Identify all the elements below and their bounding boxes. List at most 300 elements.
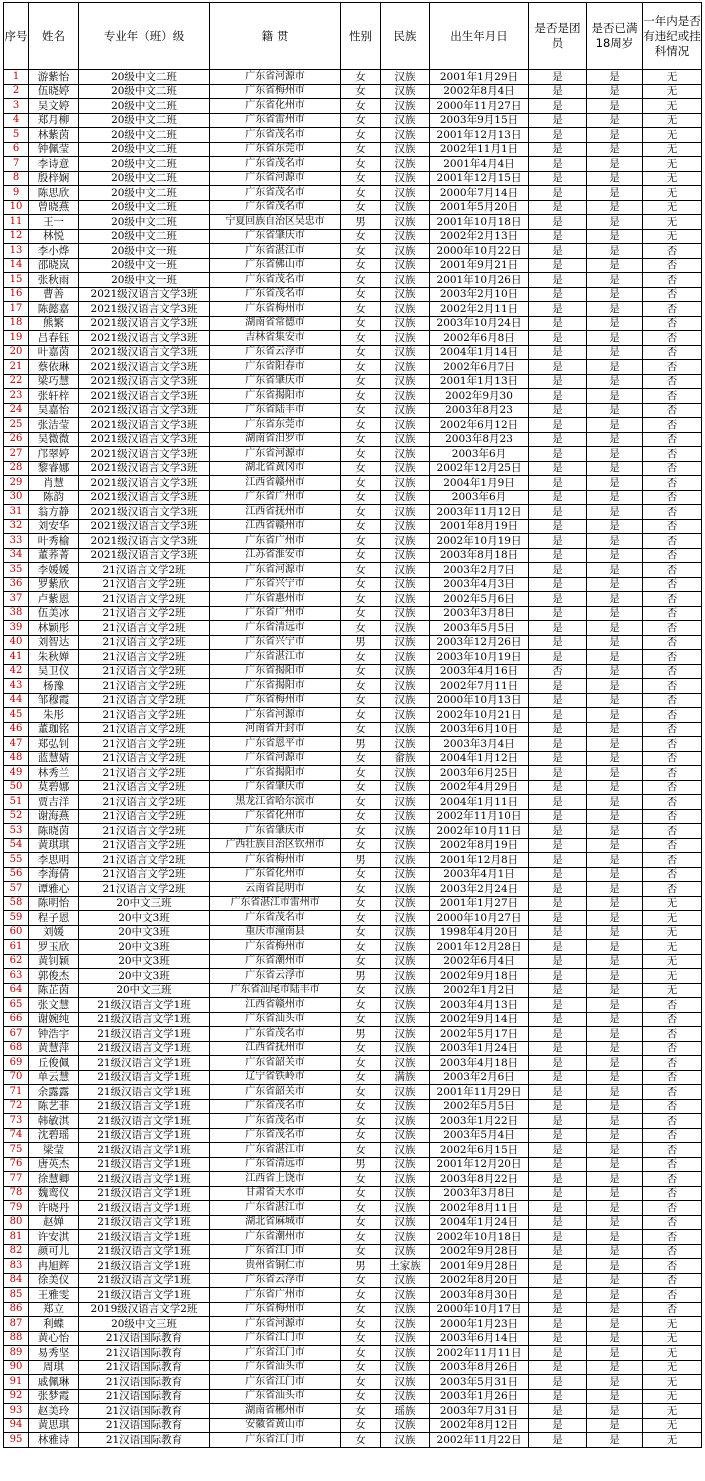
cell-birthdate: 2004年1月11日 <box>430 795 529 810</box>
cell-name: 杨豫 <box>29 679 79 694</box>
cell-class: 2021级汉语言文学3班 <box>79 345 210 360</box>
cell-league-member: 是 <box>529 1331 587 1346</box>
cell-class: 21级汉语言文学1班 <box>79 1070 210 1085</box>
cell-ethnicity: 汉族 <box>381 1172 430 1187</box>
cell-league-member: 是 <box>529 708 587 723</box>
cell-adult: 是 <box>587 621 643 636</box>
cell-ethnicity: 汉族 <box>381 1288 430 1303</box>
cell-hometown: 广东省广州市 <box>210 534 341 549</box>
table-row <box>4 244 702 259</box>
table-row <box>4 302 702 317</box>
cell-gender: 女 <box>341 505 381 520</box>
cell-hometown: 广东省湛江市 <box>210 1143 341 1158</box>
cell-adult: 是 <box>587 1201 643 1216</box>
cell-index: 93 <box>4 1404 29 1419</box>
student-roster-table <box>3 2 702 1448</box>
cell-class: 21汉语言文学2班 <box>79 621 210 636</box>
cell-gender: 女 <box>341 113 381 128</box>
cell-name: 李海倩 <box>29 867 79 882</box>
cell-ethnicity: 满族 <box>381 1070 430 1085</box>
cell-index: 66 <box>4 1012 29 1027</box>
cell-adult: 是 <box>587 389 643 404</box>
cell-index: 5 <box>4 128 29 143</box>
cell-class: 2021级汉语言文学3班 <box>79 548 210 563</box>
cell-hometown: 广东省清远市 <box>210 621 341 636</box>
cell-gender: 女 <box>341 432 381 447</box>
cell-hometown: 广东省河源市 <box>210 171 341 186</box>
cell-index: 81 <box>4 1230 29 1245</box>
table-row <box>4 374 702 389</box>
cell-class: 21汉语国际教育 <box>79 1346 210 1361</box>
cell-index: 86 <box>4 1302 29 1317</box>
cell-league-member: 是 <box>529 215 587 230</box>
cell-ethnicity: 汉族 <box>381 679 430 694</box>
table-row <box>4 331 702 346</box>
cell-name: 戚佩琳 <box>29 1375 79 1390</box>
cell-adult: 是 <box>587 998 643 1013</box>
cell-ethnicity: 汉族 <box>381 534 430 549</box>
cell-violations: 无 <box>643 1418 702 1433</box>
cell-class: 2021级汉语言文学3班 <box>79 287 210 302</box>
cell-league-member: 是 <box>529 635 587 650</box>
cell-adult: 是 <box>587 1259 643 1274</box>
cell-gender: 女 <box>341 1331 381 1346</box>
cell-gender: 女 <box>341 722 381 737</box>
cell-hometown: 广东省广州市 <box>210 490 341 505</box>
cell-name: 刘安华 <box>29 519 79 534</box>
cell-name: 蔡依琳 <box>29 360 79 375</box>
cell-ethnicity: 汉族 <box>381 1215 430 1230</box>
table-row <box>4 969 702 984</box>
cell-gender: 女 <box>341 1012 381 1027</box>
cell-index: 6 <box>4 142 29 157</box>
table-row <box>4 824 702 839</box>
cell-adult: 是 <box>587 345 643 360</box>
cell-birthdate: 2001年10月26日 <box>430 273 529 288</box>
cell-ethnicity: 汉族 <box>381 229 430 244</box>
cell-name: 程子恩 <box>29 911 79 926</box>
cell-name: 陈明怡 <box>29 896 79 911</box>
cell-class: 21汉语言文学2班 <box>79 679 210 694</box>
cell-name: 张洁莹 <box>29 418 79 433</box>
cell-gender: 女 <box>341 954 381 969</box>
cell-class: 21汉语言文学2班 <box>79 838 210 853</box>
cell-violations: 无 <box>643 1433 702 1448</box>
cell-class: 21汉语言文学2班 <box>79 824 210 839</box>
cell-violations: 否 <box>643 432 702 447</box>
cell-birthdate: 2001年12月13日 <box>430 128 529 143</box>
cell-adult: 是 <box>587 171 643 186</box>
cell-gender: 女 <box>341 1244 381 1259</box>
cell-name: 朱秋婵 <box>29 650 79 665</box>
cell-violations: 无 <box>643 1360 702 1375</box>
cell-league-member: 是 <box>529 374 587 389</box>
table-row <box>4 563 702 578</box>
cell-gender: 女 <box>341 534 381 549</box>
cell-adult: 是 <box>587 1027 643 1042</box>
cell-hometown: 广东省梅州市 <box>210 693 341 708</box>
cell-violations: 否 <box>643 737 702 752</box>
cell-adult: 是 <box>587 229 643 244</box>
cell-name: 邹穆霞 <box>29 693 79 708</box>
cell-league-member: 是 <box>529 911 587 926</box>
cell-violations: 否 <box>643 1085 702 1100</box>
cell-class: 20级中文二班 <box>79 171 210 186</box>
table-row <box>4 925 702 940</box>
cell-violations: 无 <box>643 954 702 969</box>
cell-birthdate: 2003年6月14日 <box>430 1331 529 1346</box>
cell-ethnicity: 汉族 <box>381 708 430 723</box>
table-row <box>4 476 702 491</box>
cell-adult: 是 <box>587 795 643 810</box>
cell-class: 20级中文一班 <box>79 258 210 273</box>
cell-violations: 否 <box>643 1157 702 1172</box>
cell-index: 9 <box>4 186 29 201</box>
cell-violations: 否 <box>643 1027 702 1042</box>
cell-hometown: 广东省潮州市 <box>210 1230 341 1245</box>
cell-index: 19 <box>4 331 29 346</box>
cell-ethnicity: 汉族 <box>381 113 430 128</box>
cell-index: 10 <box>4 200 29 215</box>
cell-ethnicity: 汉族 <box>381 592 430 607</box>
cell-gender: 女 <box>341 1418 381 1433</box>
cell-gender: 女 <box>341 490 381 505</box>
cell-violations: 否 <box>643 1172 702 1187</box>
cell-birthdate: 2003年4月16日 <box>430 664 529 679</box>
cell-gender: 女 <box>341 795 381 810</box>
cell-violations: 否 <box>643 592 702 607</box>
cell-name: 李诗意 <box>29 157 79 172</box>
cell-adult: 是 <box>587 1012 643 1027</box>
cell-birthdate: 2003年2月24日 <box>430 882 529 897</box>
cell-violations: 否 <box>643 331 702 346</box>
cell-ethnicity: 汉族 <box>381 664 430 679</box>
cell-gender: 女 <box>341 1143 381 1158</box>
cell-birthdate: 2002年6月15日 <box>430 1143 529 1158</box>
cell-birthdate: 2002年7月11日 <box>430 679 529 694</box>
cell-hometown: 广东省肇庆市 <box>210 229 341 244</box>
cell-gender: 女 <box>341 867 381 882</box>
cell-adult: 是 <box>587 911 643 926</box>
cell-gender: 男 <box>341 215 381 230</box>
cell-birthdate: 2002年5月17日 <box>430 1027 529 1042</box>
cell-index: 15 <box>4 273 29 288</box>
cell-league-member: 是 <box>529 766 587 781</box>
cell-class: 21汉语国际教育 <box>79 1433 210 1448</box>
cell-adult: 是 <box>587 679 643 694</box>
cell-gender: 女 <box>341 1302 381 1317</box>
cell-name: 王雅雯 <box>29 1288 79 1303</box>
cell-adult: 是 <box>587 1070 643 1085</box>
cell-league-member: 是 <box>529 983 587 998</box>
cell-index: 23 <box>4 389 29 404</box>
cell-class: 21级汉语言文学1班 <box>79 1259 210 1274</box>
cell-birthdate: 2002年8月11日 <box>430 1201 529 1216</box>
cell-adult: 是 <box>587 650 643 665</box>
cell-hometown: 广东省茂名市 <box>210 157 341 172</box>
cell-index: 94 <box>4 1418 29 1433</box>
table-row <box>4 200 702 215</box>
cell-class: 21级汉语言文学1班 <box>79 1172 210 1187</box>
cell-adult: 是 <box>587 1041 643 1056</box>
cell-hometown: 宁夏回族自治区吴忠市 <box>210 215 341 230</box>
cell-index: 55 <box>4 853 29 868</box>
cell-index: 67 <box>4 1027 29 1042</box>
cell-adult: 是 <box>587 766 643 781</box>
cell-birthdate: 2003年1月26日 <box>430 1389 529 1404</box>
cell-birthdate: 2003年4月18日 <box>430 1056 529 1071</box>
cell-name: 董珈铭 <box>29 722 79 737</box>
cell-league-member: 是 <box>529 838 587 853</box>
cell-adult: 是 <box>587 722 643 737</box>
cell-class: 2021级汉语言文学3班 <box>79 403 210 418</box>
cell-ethnicity: 汉族 <box>381 1128 430 1143</box>
cell-class: 20中文三班 <box>79 983 210 998</box>
cell-name: 梁莹 <box>29 1143 79 1158</box>
cell-class: 21汉语言文学2班 <box>79 795 210 810</box>
cell-league-member: 是 <box>529 316 587 331</box>
cell-hometown: 江西省赣州市 <box>210 476 341 491</box>
cell-index: 30 <box>4 490 29 505</box>
cell-birthdate: 2002年10月19日 <box>430 534 529 549</box>
cell-adult: 是 <box>587 1433 643 1448</box>
cell-class: 21汉语言文学2班 <box>79 809 210 824</box>
cell-adult: 是 <box>587 925 643 940</box>
cell-class: 20级中文二班 <box>79 113 210 128</box>
cell-name: 陈韵 <box>29 490 79 505</box>
cell-gender: 女 <box>341 592 381 607</box>
cell-hometown: 重庆市潼南县 <box>210 925 341 940</box>
cell-adult: 是 <box>587 780 643 795</box>
cell-name: 曹善 <box>29 287 79 302</box>
table-row <box>4 1244 702 1259</box>
cell-name: 熊繁 <box>29 316 79 331</box>
col-header-violations: 一年内是否有违纪或挂科情况 <box>643 3 702 70</box>
cell-adult: 是 <box>587 244 643 259</box>
cell-violations: 否 <box>643 461 702 476</box>
cell-league-member: 是 <box>529 722 587 737</box>
cell-ethnicity: 汉族 <box>381 331 430 346</box>
cell-birthdate: 2002年11月11日 <box>430 1346 529 1361</box>
cell-violations: 无 <box>643 186 702 201</box>
cell-hometown: 江西省上饶市 <box>210 1172 341 1187</box>
table-row <box>4 911 702 926</box>
cell-name: 肖慧 <box>29 476 79 491</box>
col-header-gender: 性别 <box>341 3 381 70</box>
cell-ethnicity: 汉族 <box>381 128 430 143</box>
cell-ethnicity: 汉族 <box>381 157 430 172</box>
cell-league-member: 是 <box>529 476 587 491</box>
cell-league-member: 是 <box>529 1012 587 1027</box>
cell-violations: 否 <box>643 679 702 694</box>
cell-adult: 是 <box>587 896 643 911</box>
cell-birthdate: 2001年12月15日 <box>430 171 529 186</box>
cell-index: 72 <box>4 1099 29 1114</box>
table-row <box>4 1215 702 1230</box>
cell-ethnicity: 汉族 <box>381 911 430 926</box>
cell-league-member: 是 <box>529 954 587 969</box>
table-row <box>4 998 702 1013</box>
cell-adult: 是 <box>587 1143 643 1158</box>
cell-violations: 否 <box>643 374 702 389</box>
cell-birthdate: 2002年6月8日 <box>430 331 529 346</box>
cell-name: 许晓丹 <box>29 1201 79 1216</box>
cell-league-member: 是 <box>529 1404 587 1419</box>
cell-gender: 女 <box>341 751 381 766</box>
table-row <box>4 679 702 694</box>
cell-ethnicity: 汉族 <box>381 954 430 969</box>
cell-class: 21汉语言文学2班 <box>79 882 210 897</box>
cell-class: 21级汉语言文学1班 <box>79 1041 210 1056</box>
cell-ethnicity: 汉族 <box>381 287 430 302</box>
cell-violations: 否 <box>643 664 702 679</box>
cell-birthdate: 2000年11月27日 <box>430 99 529 114</box>
cell-name: 黄思琪 <box>29 1418 79 1433</box>
cell-violations: 无 <box>643 1389 702 1404</box>
table-row <box>4 389 702 404</box>
cell-gender: 女 <box>341 650 381 665</box>
cell-hometown: 吉林省集安市 <box>210 331 341 346</box>
cell-class: 20中文3班 <box>79 911 210 926</box>
cell-class: 21级汉语言文学1班 <box>79 998 210 1013</box>
cell-gender: 女 <box>341 447 381 462</box>
cell-class: 21级汉语言文学1班 <box>79 1273 210 1288</box>
cell-league-member: 是 <box>529 882 587 897</box>
cell-hometown: 广东省河源市 <box>210 751 341 766</box>
cell-adult: 是 <box>587 287 643 302</box>
cell-adult: 是 <box>587 635 643 650</box>
cell-ethnicity: 汉族 <box>381 940 430 955</box>
cell-ethnicity: 汉族 <box>381 824 430 839</box>
cell-gender: 女 <box>341 287 381 302</box>
cell-violations: 无 <box>643 925 702 940</box>
cell-name: 邝翠婷 <box>29 447 79 462</box>
cell-violations: 否 <box>643 766 702 781</box>
cell-birthdate: 2002年6月12日 <box>430 418 529 433</box>
cell-hometown: 广东省江门市 <box>210 1433 341 1448</box>
cell-league-member: 是 <box>529 200 587 215</box>
cell-birthdate: 2003年4月1日 <box>430 867 529 882</box>
table-row <box>4 1404 702 1419</box>
cell-birthdate: 2002年2月11日 <box>430 302 529 317</box>
cell-violations: 否 <box>643 853 702 868</box>
cell-hometown: 广东省揭阳市 <box>210 766 341 781</box>
cell-index: 37 <box>4 592 29 607</box>
table-row <box>4 592 702 607</box>
cell-birthdate: 2002年11月10日 <box>430 809 529 824</box>
cell-adult: 是 <box>587 432 643 447</box>
table-row <box>4 128 702 143</box>
cell-index: 47 <box>4 737 29 752</box>
cell-index: 45 <box>4 708 29 723</box>
cell-birthdate: 2002年8月19日 <box>430 838 529 853</box>
cell-ethnicity: 汉族 <box>381 1041 430 1056</box>
cell-name: 张梦霞 <box>29 1389 79 1404</box>
table-row <box>4 1302 702 1317</box>
cell-gender: 女 <box>341 128 381 143</box>
cell-ethnicity: 汉族 <box>381 606 430 621</box>
cell-gender: 女 <box>341 244 381 259</box>
table-row <box>4 954 702 969</box>
table-row <box>4 1186 702 1201</box>
cell-adult: 是 <box>587 548 643 563</box>
cell-league-member: 是 <box>529 229 587 244</box>
cell-league-member: 是 <box>529 389 587 404</box>
cell-hometown: 广东省东莞市 <box>210 418 341 433</box>
cell-gender: 女 <box>341 1230 381 1245</box>
table-row <box>4 1273 702 1288</box>
cell-gender: 女 <box>341 1085 381 1100</box>
cell-gender: 女 <box>341 708 381 723</box>
cell-class: 21级汉语言文学1班 <box>79 1244 210 1259</box>
cell-hometown: 广东省河源市 <box>210 708 341 723</box>
cell-gender: 女 <box>341 1041 381 1056</box>
cell-violations: 无 <box>643 1375 702 1390</box>
cell-league-member: 是 <box>529 70 587 85</box>
cell-adult: 是 <box>587 316 643 331</box>
cell-violations: 无 <box>643 969 702 984</box>
cell-hometown: 广东省肇庆市 <box>210 374 341 389</box>
cell-violations: 否 <box>643 1056 702 1071</box>
cell-hometown: 广东省茂名市 <box>210 1027 341 1042</box>
cell-name: 罗玉欣 <box>29 940 79 955</box>
cell-birthdate: 2001年8月19日 <box>430 519 529 534</box>
cell-index: 77 <box>4 1172 29 1187</box>
table-row <box>4 867 702 882</box>
cell-hometown: 湖南省汨罗市 <box>210 432 341 447</box>
cell-gender: 女 <box>341 461 381 476</box>
cell-index: 53 <box>4 824 29 839</box>
cell-league-member: 是 <box>529 1288 587 1303</box>
cell-league-member: 否 <box>529 664 587 679</box>
cell-gender: 女 <box>341 577 381 592</box>
cell-adult: 是 <box>587 664 643 679</box>
cell-ethnicity: 汉族 <box>381 925 430 940</box>
cell-league-member: 是 <box>529 824 587 839</box>
cell-adult: 是 <box>587 751 643 766</box>
cell-name: 张轩梓 <box>29 389 79 404</box>
cell-league-member: 是 <box>529 1157 587 1172</box>
cell-gender: 男 <box>341 1157 381 1172</box>
cell-index: 60 <box>4 925 29 940</box>
cell-index: 38 <box>4 606 29 621</box>
cell-name: 林秀兰 <box>29 766 79 781</box>
cell-class: 2021级汉语言文学3班 <box>79 374 210 389</box>
cell-ethnicity: 汉族 <box>381 1114 430 1129</box>
cell-ethnicity: 汉族 <box>381 1201 430 1216</box>
cell-birthdate: 2002年12月25日 <box>430 461 529 476</box>
cell-gender: 女 <box>341 1128 381 1143</box>
cell-class: 21级汉语言文学1班 <box>79 1012 210 1027</box>
cell-birthdate: 2001年1月29日 <box>430 70 529 85</box>
cell-name: 张秋雨 <box>29 273 79 288</box>
cell-ethnicity: 汉族 <box>381 374 430 389</box>
cell-league-member: 是 <box>529 606 587 621</box>
cell-birthdate: 2000年7月14日 <box>430 186 529 201</box>
cell-birthdate: 2003年8月18日 <box>430 548 529 563</box>
cell-violations: 无 <box>643 84 702 99</box>
table-row <box>4 1027 702 1042</box>
cell-ethnicity: 汉族 <box>381 737 430 752</box>
cell-hometown: 广东省梅州市 <box>210 84 341 99</box>
cell-birthdate: 2003年6月25日 <box>430 766 529 781</box>
table-row <box>4 534 702 549</box>
cell-league-member: 是 <box>529 548 587 563</box>
cell-league-member: 是 <box>529 1085 587 1100</box>
cell-birthdate: 2001年9月28日 <box>430 1259 529 1274</box>
table-row <box>4 606 702 621</box>
cell-league-member: 是 <box>529 418 587 433</box>
